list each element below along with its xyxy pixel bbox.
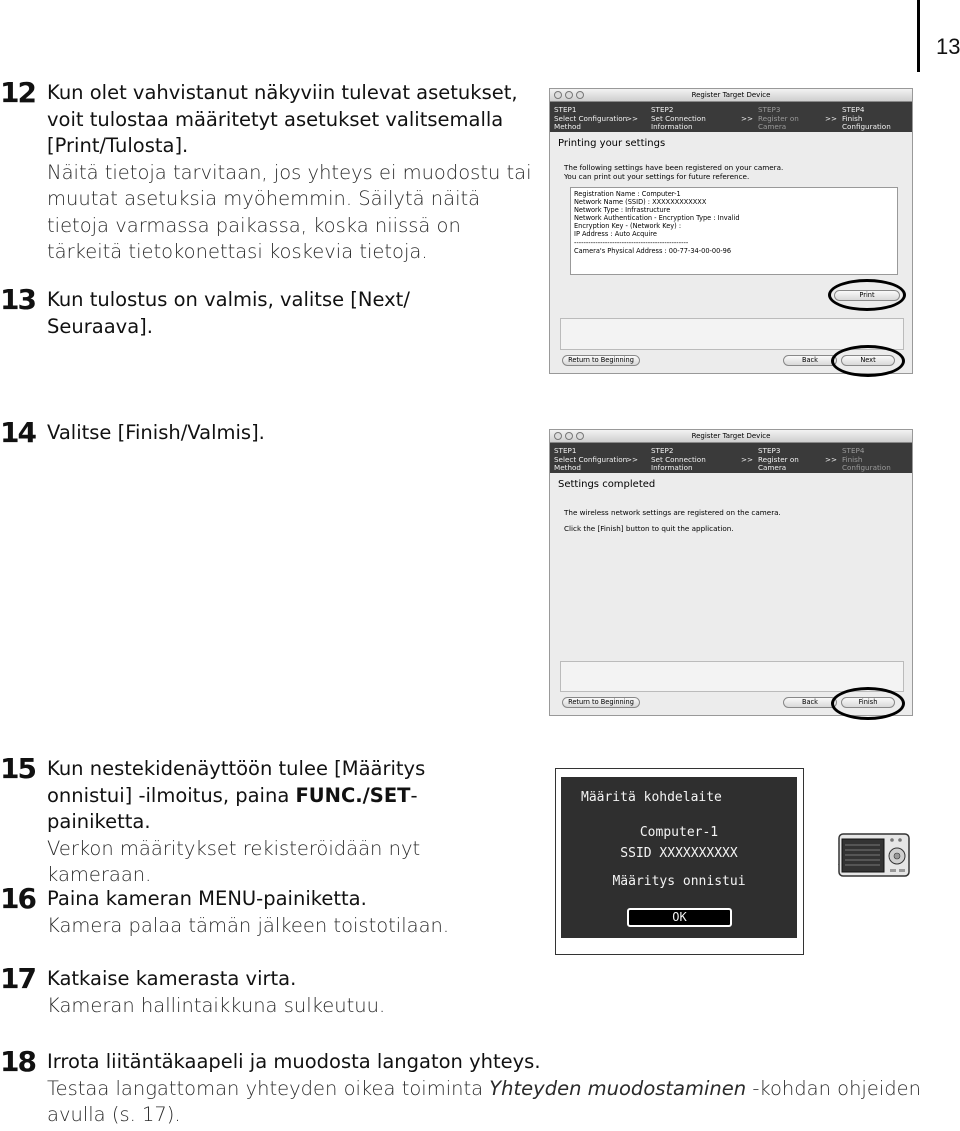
step-note: Näitä tietoja tarvitaan, jos yhteys ei muodostu tai muutat asetuksia myöhemmin. Säilytä näitä tietoja varmassa paikassa, koska niissä on tärkeitä tietokonettasi koskevia tietoja.	[47, 160, 532, 263]
page-number: 13	[936, 34, 960, 59]
highlight-circle	[831, 687, 905, 720]
dialog-heading: Printing your settings	[558, 138, 666, 149]
step-instruction: Kun tulostus on valmis, valitse [Next/ Seuraava].	[47, 288, 410, 338]
step-instruction: Kun nestekidenäyttöön tulee [Määritys onnistui] -ilmoitus, paina FUNC./SET-painiketta.	[47, 757, 426, 833]
lcd-device-name: Computer-1	[639, 825, 719, 840]
back-button[interactable]: Back	[783, 355, 837, 366]
window-title: Register Target Device	[691, 91, 771, 99]
step-note: Verkon määritykset rekisteröidään nyt kameraan.	[47, 836, 421, 886]
settings-line: Network Authentication - Encryption Type : Invalid	[574, 214, 740, 223]
wizard-step-2: STEP2 Set Connection Information	[651, 105, 706, 131]
minimize-window-icon[interactable]	[565, 432, 573, 440]
settings-line: Registration Name : Computer-1	[574, 190, 681, 198]
dialog-message: Click the [Finish] button to quit the application.	[564, 524, 734, 533]
dialog-message: The wireless network settings are registered on the camera.	[564, 508, 781, 517]
page-rule	[917, 0, 920, 72]
step-instruction: Irrota liitäntäkaapeli ja muodosta langaton yhteys.	[47, 1050, 541, 1073]
step-number: 13	[0, 283, 35, 316]
step-number: 18	[0, 1045, 35, 1078]
lcd-title: Määritä kohdelaite	[581, 790, 722, 805]
print-button[interactable]: Print	[834, 290, 900, 301]
step-instruction: Kun olet vahvistanut näkyviin tulevat asetukset, voit tulostaa määritetyt asetukset valitsemalla [Print/Tulosta].	[47, 81, 518, 157]
step-note: Kameran hallintaikkuna sulkeutuu.	[47, 993, 386, 1017]
wizard-steps: STEP1 Select Configuration Method >> STEP2 Set Connection Information >> STEP3 Register on Camera >> STEP4 Finish Configuration	[550, 443, 912, 473]
camera-lcd-screen	[561, 777, 797, 938]
zoom-window-icon[interactable]	[576, 432, 584, 440]
dialog-message: The following settings have been registered on your camera.	[564, 163, 784, 172]
step-instruction: Valitse [Finish/Valmis].	[47, 421, 265, 444]
close-window-icon[interactable]	[554, 91, 562, 99]
wizard-step-1: STEP1 Select Configuration Method	[554, 105, 628, 131]
step-number: 15	[0, 752, 35, 785]
wizard-step-4: STEP4 Finish Configuration	[842, 446, 891, 472]
return-to-beginning-button[interactable]: Return to Beginning	[562, 697, 640, 708]
wizard-step-4: STEP4 Finish Configuration	[842, 105, 891, 131]
register-dialog-print	[549, 88, 913, 374]
lcd-status: Määritys onnistui	[612, 874, 746, 889]
func-set-label: FUNC./SET	[295, 783, 411, 807]
return-to-beginning-button[interactable]: Return to Beginning	[562, 355, 640, 366]
step-number: 17	[0, 962, 35, 995]
wizard-step-3: STEP3 Register on Camera	[758, 105, 799, 131]
wizard-step-1: STEP1 Select Configuration Method	[554, 446, 628, 472]
register-dialog-finish	[549, 429, 913, 716]
settings-line: IP Address : Auto Acquire	[574, 230, 657, 239]
step-instruction: Paina kameran MENU-painiketta.	[47, 887, 367, 910]
dialog-message: You can print out your settings for future reference.	[564, 172, 750, 181]
step-note: Kamera palaa tämän jälkeen toistotilaan.	[47, 913, 450, 937]
wizard-steps: STEP1 Select Configuration Method >> STEP2 Set Connection Information >> STEP3 Register on Camera >> STEP4 Finish Configuration	[550, 102, 912, 132]
window-title: Register Target Device	[691, 432, 771, 440]
settings-line: Network Name (SSID) : XXXXXXXXXXXX	[574, 198, 707, 207]
highlight-circle	[831, 345, 905, 377]
lcd-ssid: SSID XXXXXXXXXX	[620, 846, 738, 861]
settings-line: Network Type : Infrastructure	[574, 206, 671, 215]
registered-settings-box[interactable]	[570, 187, 898, 275]
wizard-step-3: STEP3 Register on Camera	[758, 446, 799, 472]
settings-line: Encryption Key - (Network Key) :	[574, 222, 682, 231]
wizard-step-2: STEP2 Set Connection Information	[651, 446, 706, 472]
step-number: 14	[0, 416, 35, 449]
finish-button[interactable]: Finish	[841, 697, 895, 708]
highlight-circle	[828, 279, 906, 311]
step-number: 16	[0, 882, 35, 915]
back-button[interactable]: Back	[783, 697, 837, 708]
lcd-ok-button[interactable]: OK	[627, 908, 732, 927]
close-window-icon[interactable]	[554, 432, 562, 440]
step-note: Testaa langattoman yhteyden oikea toiminta Yhteyden muodostaminen -kohdan ohjeiden avulla (s. 17).	[47, 1076, 922, 1126]
settings-line: Camera's Physical Address : 00-77-34-00-00-96	[574, 246, 732, 255]
camera-back-icon	[838, 830, 910, 878]
minimize-window-icon[interactable]	[565, 91, 573, 99]
window-titlebar	[550, 430, 912, 443]
status-area	[560, 318, 904, 350]
zoom-window-icon[interactable]	[576, 91, 584, 99]
step-number: 12	[0, 76, 35, 109]
dialog-heading: Settings completed	[558, 479, 656, 490]
next-button[interactable]: Next	[841, 355, 895, 366]
reference-title: Yhteyden muodostaminen	[489, 1076, 747, 1100]
step-instruction: Katkaise kamerasta virta.	[47, 967, 297, 990]
window-titlebar	[550, 89, 912, 102]
settings-divider: ------------------------------------------------	[574, 238, 689, 247]
